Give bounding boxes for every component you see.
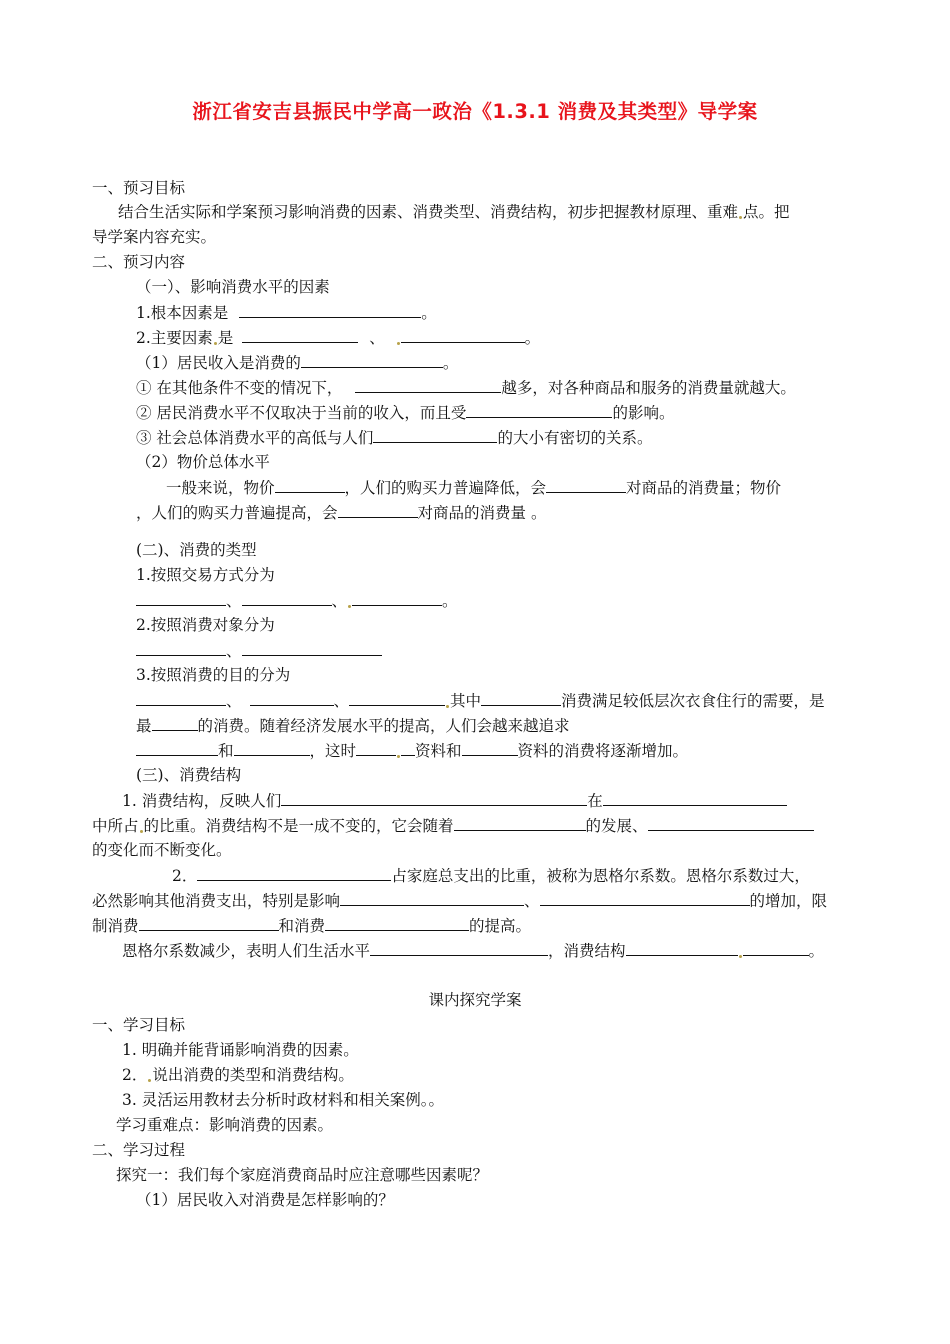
text: 是 xyxy=(217,329,234,347)
blanks-object xyxy=(136,640,382,661)
text: 。 xyxy=(808,942,825,960)
type-by-trade: 1.按照交易方式分为 xyxy=(136,566,275,584)
part2-heading-process: 二、学习过程 xyxy=(92,1141,186,1159)
blank-field[interactable] xyxy=(603,790,787,806)
goal-1: 1. 明确并能背诵影响消费的因素。 xyxy=(122,1041,359,1059)
purpose-line-3 xyxy=(136,740,688,761)
text: 2.主要因素 xyxy=(136,329,213,347)
item-main-factor xyxy=(136,327,540,348)
part2-heading-goals: 一、学习目标 xyxy=(92,1016,186,1034)
text: 和 xyxy=(218,742,234,760)
text: 的大小有密切的关系。 xyxy=(497,429,653,447)
text: 、 xyxy=(226,692,242,710)
text: 1.根本因素是 xyxy=(136,304,229,322)
text: 消费满足较低层次衣食住行的需要，是 xyxy=(561,692,825,710)
blank-field[interactable] xyxy=(239,302,421,318)
structure-line-2 xyxy=(92,815,814,836)
blank-field[interactable] xyxy=(197,865,391,881)
section-heading-preview-goal: 一、预习目标 xyxy=(92,179,186,197)
key-difficulty: 学习重难点：影响消费的因素。 xyxy=(116,1116,334,1134)
blank-field[interactable] xyxy=(139,915,279,931)
price-paragraph-1 xyxy=(166,477,781,498)
item-root-factor xyxy=(136,302,437,323)
text: ① 在其他条件不变的情况下， xyxy=(136,379,343,397)
text: 、 xyxy=(331,592,348,610)
blank-field[interactable] xyxy=(401,740,415,756)
blank-field[interactable] xyxy=(136,740,218,756)
blank-field[interactable] xyxy=(281,790,587,806)
text: 对商品的消费量 。 xyxy=(417,504,547,522)
text: ③ 社会总体消费水平的高低与人们 xyxy=(136,429,374,447)
preview-goal-text-2: 导学案内容充实。 xyxy=(92,228,217,246)
blank-field[interactable] xyxy=(743,940,809,956)
blank-field[interactable] xyxy=(466,402,612,418)
type-by-object: 2.按照消费对象分为 xyxy=(136,616,275,634)
blank-field[interactable] xyxy=(373,427,497,443)
blank-field[interactable] xyxy=(352,590,442,606)
text: 必然影响其他消费支出，特别是影响 xyxy=(92,892,341,910)
text: 和消费 xyxy=(278,917,326,935)
blank-field[interactable] xyxy=(242,327,358,343)
type-by-purpose: 3.按照消费的目的分为 xyxy=(136,666,291,684)
section-heading-preview-content: 二、预习内容 xyxy=(92,253,186,271)
mark-dot xyxy=(397,342,400,345)
purpose-line-2 xyxy=(136,715,570,736)
blank-field[interactable] xyxy=(301,352,443,368)
mark-dot xyxy=(739,955,742,958)
blank-field[interactable] xyxy=(136,690,226,706)
blank-field[interactable] xyxy=(275,477,345,493)
text: ② 居民消费水平不仅取决于当前的收入，而且受 xyxy=(136,404,467,422)
text: 、 xyxy=(333,692,350,710)
text: 。 xyxy=(442,354,459,372)
text: 最 xyxy=(136,717,152,735)
item-income xyxy=(136,352,458,373)
blank-field[interactable] xyxy=(136,590,226,606)
text: 2． xyxy=(122,1066,148,1084)
blank-field[interactable] xyxy=(546,477,626,493)
text: ，这时 xyxy=(309,742,357,760)
blank-field[interactable] xyxy=(338,502,418,518)
blank-field[interactable] xyxy=(152,715,198,731)
subheading-structure: (三)、消费结构 xyxy=(136,766,242,784)
blanks-purpose xyxy=(136,690,825,711)
subheading-factors: （一）、影响消费水平的因素 xyxy=(136,278,330,296)
text: 、 xyxy=(226,592,242,610)
text: 1. 消费结构，反映人们 xyxy=(122,792,282,810)
text: 中所占 xyxy=(92,817,139,835)
engel-line-4 xyxy=(122,940,824,961)
text: 的消费。随着经济发展水平的提高，人们会越来越追求 xyxy=(197,717,570,735)
mark-dot xyxy=(140,830,143,833)
text: 说出消费的类型和消费结构。 xyxy=(152,1066,354,1084)
structure-line-3: 的变化而不断变化。 xyxy=(92,841,232,859)
preview-goal-text xyxy=(118,202,790,222)
text: 资料和 xyxy=(415,742,462,760)
goal-2 xyxy=(122,1065,354,1085)
text: 的提高。 xyxy=(469,917,532,935)
blank-field[interactable] xyxy=(325,915,469,931)
explore-1: 探究一：我们每个家庭消费商品时应注意哪些因素呢？ xyxy=(116,1166,489,1184)
text: ，人们的购买力普遍提高，会 xyxy=(136,504,338,522)
blank-field[interactable] xyxy=(340,890,524,906)
text: 结合生活实际和学案预习影响消费的因素、消费类型、消费结构，初步把握教材原理、重难 xyxy=(118,203,739,221)
engel-line-1 xyxy=(172,865,810,886)
text: ，消费结构 xyxy=(548,942,626,960)
mark-dot xyxy=(348,605,351,608)
blank-field[interactable] xyxy=(401,327,525,343)
text: 一般来说，物价 xyxy=(166,479,275,497)
page-title: 浙江省安吉县振民中学高一政治《1.3.1 消费及其类型》导学案 xyxy=(192,100,758,123)
text: 的比重。消费结构不是一成不变的，它会随着 xyxy=(143,817,454,835)
text: （1）居民收入是消费的 xyxy=(136,354,301,372)
text: 其中 xyxy=(450,692,482,710)
blank-field[interactable] xyxy=(355,377,501,393)
text: 制消费 xyxy=(92,917,139,935)
blanks-trade xyxy=(136,590,458,611)
item-circle-3 xyxy=(136,427,652,448)
text: 越多，对各种商品和服务的消费量就越大。 xyxy=(501,379,796,397)
item-price-level: （2）物价总体水平 xyxy=(136,453,270,471)
price-paragraph-2 xyxy=(136,502,546,523)
blank-field[interactable] xyxy=(370,940,548,956)
text: 的影响。 xyxy=(612,404,675,422)
mark-dot xyxy=(148,1079,151,1082)
blank-field[interactable] xyxy=(454,815,586,831)
mark-dot xyxy=(397,755,400,758)
blank-field[interactable] xyxy=(234,740,310,756)
text: ，人们的购买力普遍降低，会 xyxy=(344,479,547,497)
blank-field[interactable] xyxy=(242,590,332,606)
blank-field[interactable] xyxy=(540,890,750,906)
blank-field[interactable] xyxy=(242,640,382,656)
mark-dot xyxy=(214,342,217,345)
subheading-types: (二)、消费的类型 xyxy=(136,541,257,559)
text: 、 xyxy=(369,329,385,347)
item-circle-1 xyxy=(136,377,796,398)
blank-field[interactable] xyxy=(626,940,738,956)
text: 恩格尔系数减少，表明人们生活水平 xyxy=(122,942,371,960)
blank-field[interactable] xyxy=(648,815,814,831)
structure-line-1 xyxy=(122,790,787,811)
text: 的增加，限 xyxy=(749,892,828,910)
text: 在 xyxy=(587,792,603,810)
text: 点。把 xyxy=(743,203,790,221)
blank-field[interactable] xyxy=(481,690,561,706)
text: 、 xyxy=(524,892,540,910)
item-circle-2 xyxy=(136,402,674,423)
text: 、 xyxy=(226,642,242,660)
blank-field[interactable] xyxy=(136,640,226,656)
explore-1-question: （1）居民收入对消费是怎样影响的？ xyxy=(136,1191,394,1209)
mark-dot xyxy=(446,705,449,708)
text: 。 xyxy=(442,592,458,610)
mark-dot xyxy=(739,216,742,219)
goal-3: 3. 灵活运用教材去分析时政材料和相关案例。。 xyxy=(122,1091,444,1109)
text: 。 xyxy=(524,329,541,347)
text: 占家庭总支出的比重，被称为恩格尔系数。恩格尔系数过大， xyxy=(391,867,810,885)
engel-line-2 xyxy=(92,890,827,911)
engel-line-3 xyxy=(92,915,531,936)
blank-field[interactable] xyxy=(462,740,518,756)
blank-field[interactable] xyxy=(349,690,445,706)
text: 。 xyxy=(421,304,437,322)
blank-field[interactable] xyxy=(250,690,334,706)
blank-field[interactable] xyxy=(356,740,396,756)
text: 2． xyxy=(172,867,198,885)
text: 对商品的消费量；物价 xyxy=(626,479,782,497)
text: 的发展、 xyxy=(585,817,648,835)
part2-title: 课内探究学案 xyxy=(428,991,522,1009)
text: 资料的消费将逐渐增加。 xyxy=(517,742,689,760)
